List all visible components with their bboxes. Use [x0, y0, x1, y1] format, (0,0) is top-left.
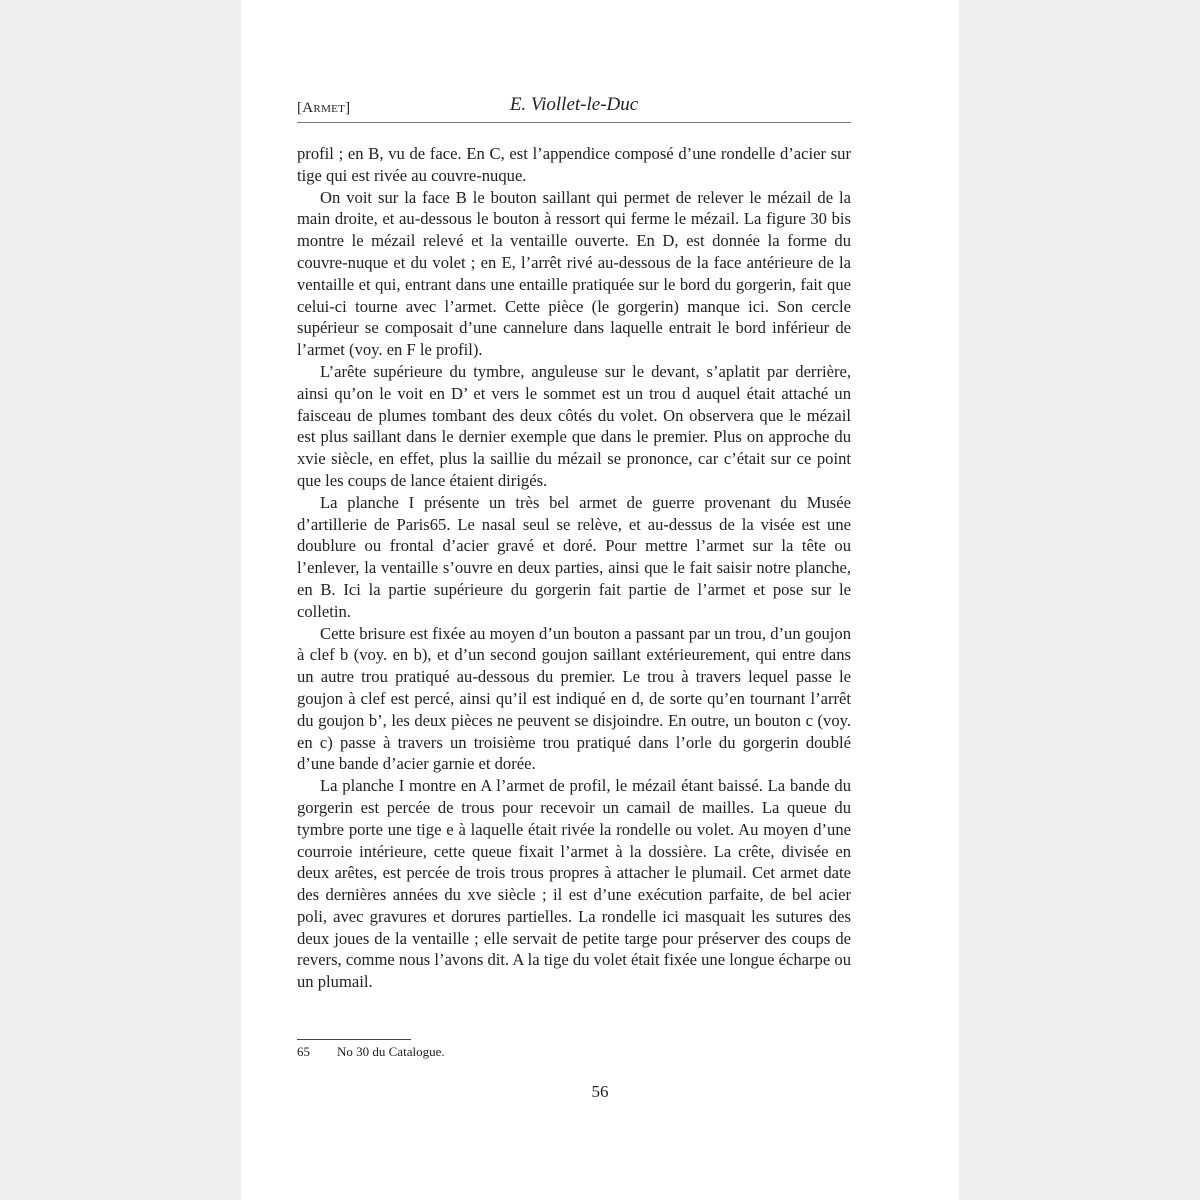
paragraph: La planche I montre en A l’armet de profil, le mézail étant baissé. La bande du gorgerin est percée de trous pour recevoir un camail de mailles. La queue du tymbre porte une tige e à laquelle était rivée la rondelle ou volet. Au moyen d’une courroie intérieure, cette queue fixait l’armet à la dossière. La crête, divisée en deux arêtes, est percée de trois trous propres à attacher le plumail. Cet armet date des dernières années du xve siècle ; il est d’une exécution parfaite, de bel acier poli, avec gravures et dorures partielles. La rondelle ici masquait les sutures des deux joues de la ventaille ; elle servait de petite targe pour préserver des coups de revers, comme nous l’avons dit. A la tige du volet était fixée une longue écharpe ou un plumail. — [297, 776, 851, 992]
paragraph: L’arête supérieure du tymbre, anguleuse sur le devant, s’aplatit par derrière, ainsi qu’on le voit en D’ et vers le sommet est un trou d auquel était attaché un faisceau de plumes tombant des deux côtés du volet. On observera que le mézail est plus saillant dans le dernier exemple que dans le premier. Plus on approche du xvie siècle, en effet, plus la saillie du mézail se prononce, car c’était sur ce point que les coups de lance étaient dirigés. — [297, 361, 851, 490]
page-number: 56 — [591, 1082, 609, 1101]
paragraph: profil ; en B, vu de face. En C, est l’appendice composé d’une rondelle d’acier sur tige qui est rivée au couvre-nuque. — [297, 144, 851, 185]
footnote-text: No 30 du Catalogue. — [337, 1044, 445, 1059]
paragraph: On voit sur la face B le bouton saillant qui permet de relever le mézail de la main droite, et au-dessous le bouton à ressort qui ferme le mézail. La figure 30 bis montre le mézail relevé et la ventaille ouverte. En D, est donnée la forme du couvre-nuque et du volet ; en E, l’arrêt rivé au-dessous de la face antérieure de la ventaille et qui, entrant dans une entaille pratiquée sur le bord du gorgerin, fait que celui-ci tourne avec l’armet. Cette pièce (le gorgerin) manque ici. Son cercle supérieur se composait d’une cannelure dans laquelle entrait le bord inférieur de l’armet (voy. en F le profil). — [297, 187, 851, 360]
paragraph: Cette brisure est fixée au moyen d’un bouton a passant par un trou, d’un goujon à clef b (voy. en b), et d’un second goujon saillant extérieurement, qui entre dans un autre trou pratiqué au-dessous du premier. Le trou à travers lequel passe le goujon à clef est percé, ainsi qu’il est indiqué en d, de sorte qu’en tournant l’arrêt du goujon b’, les deux pièces ne peuvent se disjoindre. En outre, un bouton c (voy. en c) passe à travers un troisième trou pratiqué dans l’orle du gorgerin doublé d’une bande d’acier garnie et dorée. — [297, 623, 851, 774]
footnote — [297, 1044, 445, 1060]
body-text — [297, 143, 851, 993]
running-header — [297, 92, 851, 123]
paragraph: La planche I présente un très bel armet de guerre provenant du Musée d’artillerie de Paris65. Le nasal seul se relève, et au-dessus de la visée est une doublure ou frontal d’acier gravé et doré. Pour mettre l’armet sur la tête ou l’enlever, la ventaille s’ouvre en deux parties, ainsi que le fait saisir notre planche, en B. Ici la partie supérieure du gorgerin fait partie de l’armet et pose sur le colletin. — [297, 492, 851, 621]
section-title: [Armet] — [297, 100, 351, 116]
author-name: E. Viollet-le-Duc — [509, 94, 639, 115]
footnote-rule — [297, 1039, 411, 1040]
footnote-number: 65 — [297, 1044, 310, 1059]
book-page — [241, 0, 959, 1200]
